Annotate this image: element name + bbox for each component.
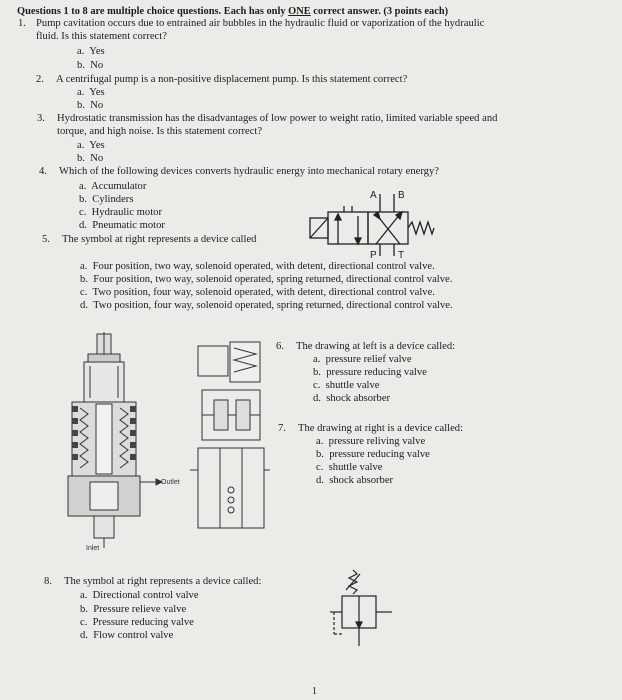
q5-number: 5. <box>42 234 50 245</box>
q6-text: The drawing at left is a device called: <box>296 341 456 352</box>
heading-suffix: correct answer. (3 points each) <box>313 6 449 17</box>
outlet-label: Outlet <box>161 479 180 486</box>
directional-valve-symbol <box>300 180 450 260</box>
q4-option-b: b. Cylinders <box>79 194 134 205</box>
q2-option-a: a. Yes <box>77 87 105 98</box>
q8-option-d: d. Flow control valve <box>80 630 174 641</box>
q7-option-d: d. shock absorber <box>316 475 394 486</box>
q6-number: 6. <box>276 341 284 352</box>
q4-number: 4. <box>39 166 47 177</box>
q3-option-b: b. No <box>77 153 104 164</box>
q7-option-c: c. shuttle valve <box>316 462 383 473</box>
q1-option-a: a. Yes <box>77 46 105 57</box>
q4-option-c: c. Hydraulic motor <box>79 207 162 218</box>
q8-option-a: a. Directional control valve <box>80 590 199 601</box>
q3-option-a: a. Yes <box>77 140 105 151</box>
q7-option-b: b. pressure reducing valve <box>316 449 430 460</box>
q5-option-c: c. Two position, four way, solenoid operated, with detent, directional control valve. <box>80 287 435 298</box>
instructions-heading <box>17 6 448 18</box>
port-a-label: A <box>370 190 377 201</box>
port-b-label: B <box>398 190 405 201</box>
q7-text: The drawing at right is a device called: <box>298 423 464 434</box>
q8-option-c: c. Pressure reducing valve <box>80 617 194 628</box>
valve-envelope-left <box>328 212 368 244</box>
q4-text: Which of the following devices converts hydraulic energy into mechanical rotary energy? <box>59 166 439 177</box>
q7-option-a: a. pressure reliving valve <box>316 436 426 447</box>
q5-option-a: a. Four position, two way, solenoid operated, with detent, directional control valve. <box>80 261 435 272</box>
q5-option-d: d. Two position, four way, solenoid operated, spring returned, directional control valve. <box>80 300 453 311</box>
q6-option-c: c. shuttle valve <box>313 380 380 391</box>
q5-option-b: b. Four position, two way, solenoid operated, spring returned, directional control valve. <box>80 274 453 285</box>
q3-number: 3. <box>37 113 45 124</box>
q3-text-line1: Hydrostatic transmission has the disadvantages of low power to weight ratio, limited variable speed and <box>57 113 498 124</box>
q1-text-line2: fluid. Is this statement correct? <box>36 31 167 42</box>
shuttle-valve-drawing <box>190 340 270 540</box>
heading-prefix: Questions 1 to 8 are multiple choice questions. Each has only <box>17 6 286 17</box>
q2-text: A centrifugal pump is a non-positive displacement pump. Is this statement correct? <box>56 74 408 85</box>
q8-number: 8. <box>44 576 52 587</box>
q5-text: The symbol at right represents a device called <box>62 234 257 245</box>
q1-text-line1: Pump cavitation occurs due to entrained air bubbles in the hydraulic fluid or vaporization of the hydraulic <box>36 18 485 29</box>
q1-number: 1. <box>18 18 26 29</box>
q4-option-a: a. Accumulator <box>79 181 147 192</box>
inlet-label: Inlet <box>86 545 100 552</box>
port-t-label: T <box>398 250 405 261</box>
q6-option-d: d. shock absorber <box>313 393 391 404</box>
q6-option-b: b. pressure reducing valve <box>313 367 427 378</box>
q6-option-a: a. pressure relief valve <box>313 354 412 365</box>
q8-option-b: b. Pressure relieve valve <box>80 604 187 615</box>
page-number: 1 <box>312 686 317 697</box>
q4-option-d: d. Pneumatic motor <box>79 220 165 231</box>
pressure-valve-symbol <box>330 568 400 648</box>
q7-number: 7. <box>278 423 286 434</box>
q2-option-b: b. No <box>77 100 104 111</box>
q8-text: The symbol at right represents a device called: <box>64 576 262 587</box>
q1-option-b: b. No <box>77 60 104 71</box>
return-spring <box>408 222 434 234</box>
q2-number: 2. <box>36 74 44 85</box>
relief-valve-drawing <box>60 332 180 562</box>
heading-emphasis: ONE <box>288 6 311 17</box>
port-p-label: P <box>370 250 377 261</box>
q3-text-line2: torque, and high noise. Is this statement correct? <box>57 126 263 137</box>
